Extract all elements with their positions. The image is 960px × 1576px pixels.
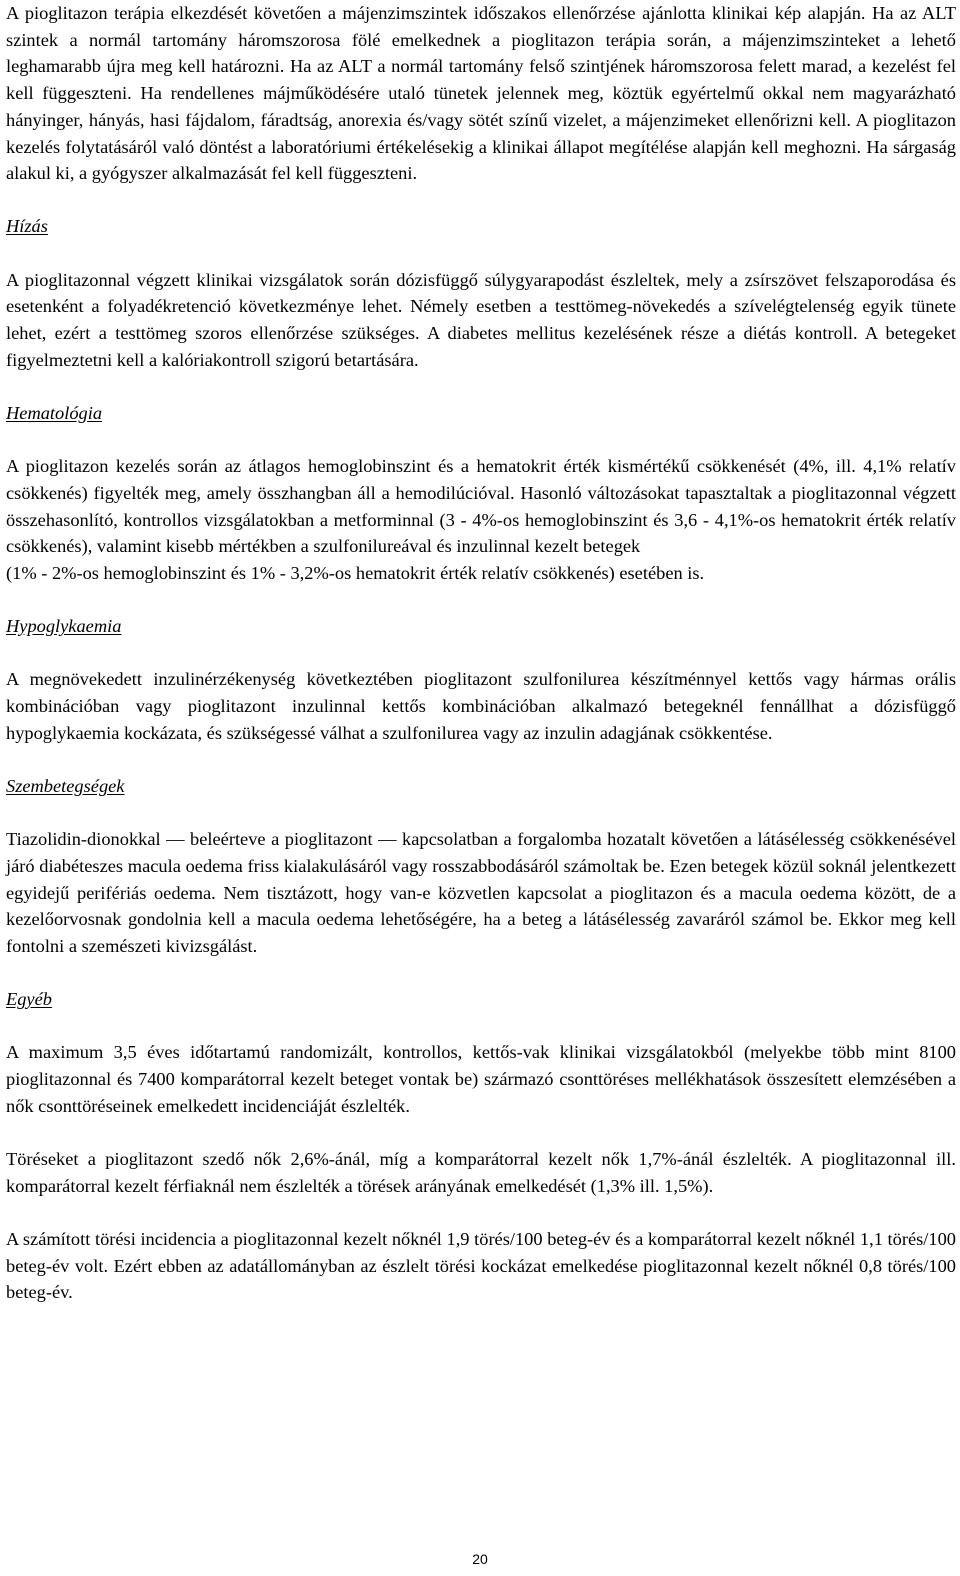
section-heading-obesity: Hízás: [6, 216, 48, 237]
page-number: 20: [472, 1551, 488, 1567]
document-body: [6, 0, 956, 1306]
fracture-incidence-paragraph: A számított törési incidencia a pioglitazonnal kezelt nőknél 1,9 törés/100 beteg-év és a komparátorral kezelt nőknél 1,1 törés/100 beteg-év volt. Ezért ebben az adatállományban az észlelt törési kockázat emelkedése pioglitazonnal kezelt nőknél 0,8 törés/100 beteg-év.: [6, 1228, 956, 1303]
section-heading-hematology: Hematológia: [6, 402, 103, 423]
hypoglycaemia-paragraph: A megnövekedett inzulinérzékenység következtében pioglitazont szulfonilurea készítménnyel kettős vagy hármas orális kombinációban vagy pioglitazont inzulinnal kettős kombinációban alkalmazó betegeknél fennállhat a dózisfüggő hypoglykaemia kockázata, és szükségessé válhat a szulfonilurea vagy az inzulin adagjának csökkentése.: [6, 669, 956, 743]
fracture-analysis-paragraph: A maximum 3,5 éves időtartamú randomizált, kontrollos, kettős-vak klinikai vizsgálatokból (melyekbe több mint 8100 pioglitazonnal és 7400 komparátorral kezelt beteget vontak be) származó csonttöréses mellékhatások összesített elemzésében a nők csonttöréseinek emelkedett incidenciáját észlelték.: [6, 1042, 956, 1116]
fracture-rates-paragraph: Töréseket a pioglitazont szedő nők 2,6%-ánál, míg a komparátorral kezelt nők 1,7%-ánál észlelték. A pioglitazonnal ill. komparátorral kezelt férfiaknál nem észlelték a törések arányának emelkedését (1,3% ill. 1,5%).: [6, 1149, 956, 1196]
obesity-paragraph: A pioglitazonnal végzett klinikai vizsgálatok során dózisfüggő súlygyarapodást észleltek, mely a zsírszövet felszaporodása és esetenként a folyadékretenció következménye lehet. Némely esetben a testtömeg-növekedés a szívelégtelenség egyik tünete lehet, ezért a testtömeg szoros ellenőrzése szükséges. A diabetes mellitus kezelésének része a diétás kontroll. A betegeket figyelmeztetni kell a kalóriakontroll szigorú betartására.: [6, 269, 956, 370]
liver-monitoring-paragraph: A pioglitazon terápia elkezdését követően a májenzimszintek időszakos ellenőrzése ajánlotta klinikai kép alapján. Ha az ALT szintek a normál tartomány háromszorosa fölé emelkednek a pioglitazon terápia során, a májenzimszinteket a lehető leghamarabb újra meg kell határozni. Ha az ALT a normál tartomány felső szintjének háromszorosa felett marad, a kezelést fel kell függeszteni. Ha rendellenes májműködésére utaló tünetek jelennek meg, köztük egyértelmű okkal nem magyarázható hányinger, hányás, hasi fájdalom, fáradtság, anorexia és/vagy sötét színű vizelet, a májenzimeket ellenőrizni kell. A pioglitazon kezelés folytatásáról való döntést a laboratóriumi értékelésekig a klinikai állapot megítélése alapján kell meghozni. Ha sárgaság alakul ki, a gyógyszer alkalmazását fel kell függeszteni.: [6, 3, 956, 184]
eye-disease-paragraph: Tiazolidin-dionokkal ― beleérteve a pioglitazont ― kapcsolatban a forgalomba hozatalt követően a látásélesség csökkenésével járó diabéteszes macula oedema friss kialakulásáról vagy rosszabbodásáról számoltak be. Ezen betegek közül soknál jelentkezett egyidejű perifériás oedema. Nem tisztázott, hogy van-e közvetlen kapcsolat a pioglitazon és a macula oedema között, de a kezelőorvosnak gondolnia kell a macula oedema lehetőségére, ha a beteg a látásélesség zavaráról számol be. Ekkor meg kell fontolni a szemészeti kivizsgálást.: [6, 829, 956, 956]
section-heading-eye-disease: Szembetegségek: [6, 775, 125, 796]
section-heading-other: Egyéb: [6, 989, 52, 1010]
section-heading-hypoglycaemia: Hypoglykaemia: [6, 616, 122, 637]
hematology-paragraph: A pioglitazon kezelés során az átlagos hemoglobinszint és a hematokrit érték kismértékű csökkenését (4%, ill. 4,1% relatív csökkenés) figyelték meg, amely összhangban áll a hemodilúcióval. Hasonló változásokat tapasztaltak a pioglitazonnal végzett összehasonlító, kontrollos vizsgálatokban a metforminnal (3 - 4%-os hemoglobinszint és 3,6 - 4,1%-os hematokrit érték relatív csökkenés), valamint kisebb mértékben a szulfonilureával és inzulinnal kezelt betegek: [6, 456, 956, 557]
hematology-paragraph-continued: (1% - 2%-os hemoglobinszint és 1% - 3,2%-os hematokrit érték relatív csökkenés) esetében is.: [6, 562, 705, 583]
